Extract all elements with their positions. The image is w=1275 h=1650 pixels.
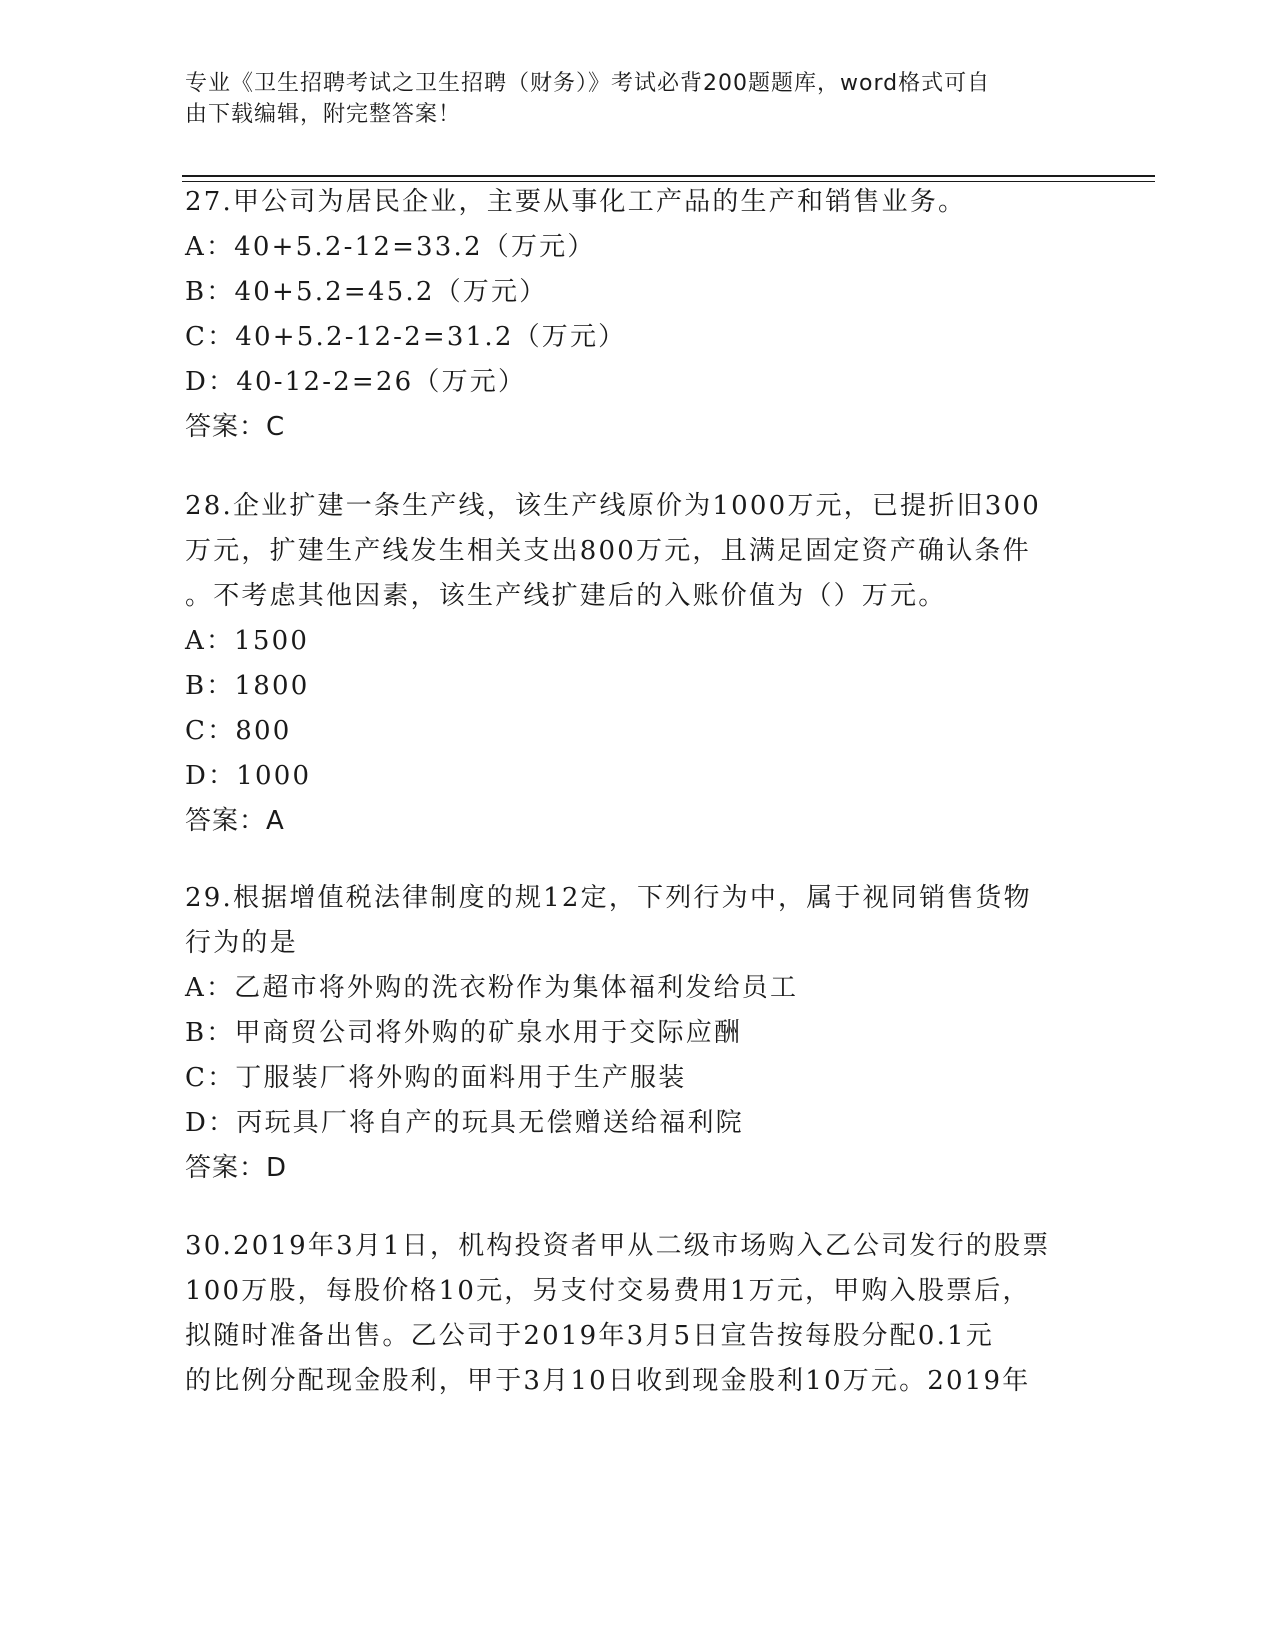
option-d: D：丙玩具厂将自产的玩具无偿赠送给福利院 bbox=[185, 1108, 744, 1138]
answer: 答案：A bbox=[185, 806, 285, 836]
question-stem-line: 30.2019年3月1日，机构投资者甲从二级市场购入乙公司发行的股票 bbox=[185, 1231, 1051, 1261]
question-27 bbox=[185, 180, 1085, 450]
option-c: C：800 bbox=[185, 716, 292, 746]
header-rule bbox=[182, 175, 1155, 177]
option-c: C：丁服装厂将外购的面料用于生产服装 bbox=[185, 1063, 687, 1093]
header-line-2: 由下载编辑，附完整答案！ bbox=[185, 102, 462, 127]
question-stem-line: 27.甲公司为居民企业，主要从事化工产品的生产和销售业务。 bbox=[185, 187, 967, 217]
option-a: A：乙超市将外购的洗衣粉作为集体福利发给员工 bbox=[185, 973, 799, 1003]
header-line-1: 专业《卫生招聘考试之卫生招聘（财务）》考试必背200题题库，word格式可自 bbox=[185, 71, 991, 96]
question-30 bbox=[185, 1224, 1085, 1404]
question-stem-line: 100万股，每股价格10元，另支付交易费用1万元，甲购入股票后， bbox=[185, 1276, 1031, 1306]
question-28 bbox=[185, 484, 1085, 844]
question-stem-line: 28.企业扩建一条生产线，该生产线原价为1000万元，已提折旧300 bbox=[185, 491, 1041, 521]
option-d: D：40-12-2=26（万元） bbox=[185, 367, 527, 397]
option-b: B：甲商贸公司将外购的矿泉水用于交际应酬 bbox=[185, 1018, 743, 1048]
option-b: B：1800 bbox=[185, 671, 310, 701]
option-d: D：1000 bbox=[185, 761, 312, 791]
question-stem-line: 行为的是 bbox=[185, 928, 298, 958]
document-header bbox=[185, 68, 1085, 130]
question-stem-line: 。不考虑其他因素，该生产线扩建后的入账价值为（）万元。 bbox=[185, 581, 947, 611]
option-a: A：40+5.2-12=33.2（万元） bbox=[185, 232, 596, 262]
answer: 答案：C bbox=[185, 412, 286, 442]
answer: 答案：D bbox=[185, 1153, 288, 1183]
option-a: A：1500 bbox=[185, 626, 310, 656]
question-stem-line: 的比例分配现金股利，甲于3月10日收到现金股利10万元。2019年 bbox=[185, 1366, 1031, 1396]
question-stem-line: 万元，扩建生产线发生相关支出800万元，且满足固定资产确认条件 bbox=[185, 536, 1031, 566]
option-c: C：40+5.2-12-2=31.2（万元） bbox=[185, 322, 627, 352]
question-29 bbox=[185, 876, 1085, 1191]
question-stem-line: 拟随时准备出售。乙公司于2019年3月5日宣告按每股分配0.1元 bbox=[185, 1321, 995, 1351]
option-b: B：40+5.2=45.2（万元） bbox=[185, 277, 548, 307]
question-stem-line: 29.根据增值税法律制度的规12定，下列行为中，属于视同销售货物 bbox=[185, 883, 1032, 913]
